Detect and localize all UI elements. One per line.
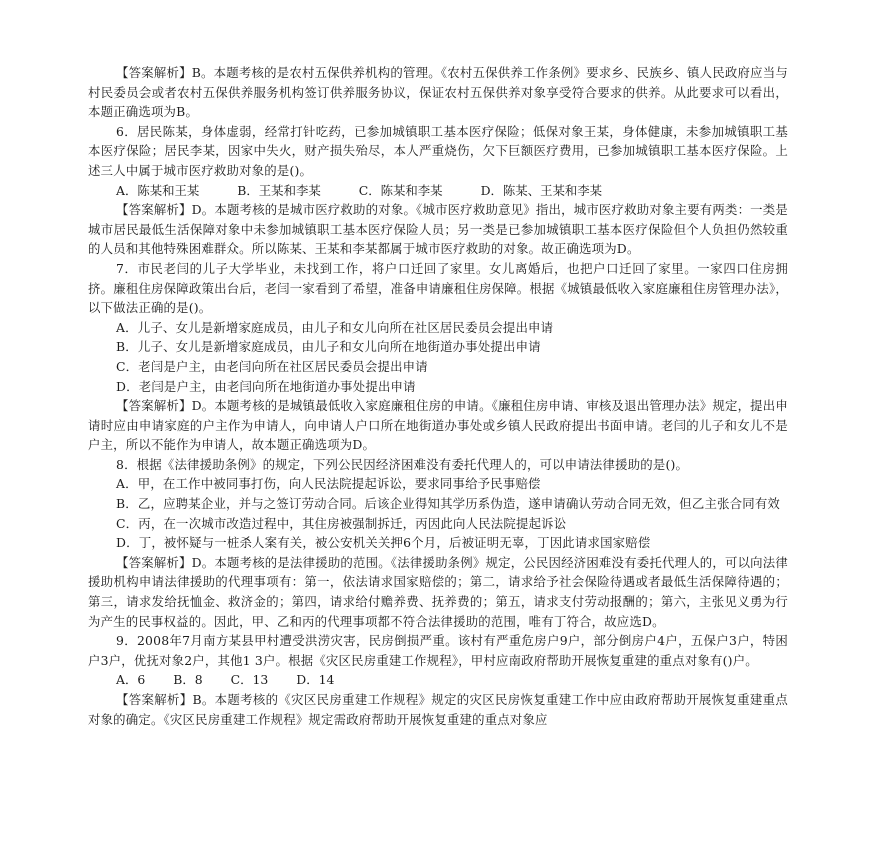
question-6-options: [88, 181, 788, 201]
q8-option-c: C．丙，在一次城市改造过程中，其住房被强制拆迁，丙因此向人民法院提起诉讼: [116, 515, 567, 531]
q7-option-d: D．老闫是户主，由老闫向所在地街道办事处提出申请: [116, 378, 416, 394]
q6-option-b: B．王某和李某: [237, 182, 321, 198]
answer-explanation-5: 【答案解析】B。本题考核的是农村五保供养机构的管理。《农村五保供养工作条例》要求乡、民族乡、镇人民政府应当与村民委员会或者农村五保供养服务机构签订供养服务协议，保证农村五保供养对象享受符合要求的供养。从此要求可以看出，本题正确选项为B。: [88, 65, 788, 120]
answer-explanation-6: 【答案解析】D。本题考核的是城市医疗救助的对象。《城市医疗救助意见》指出，城市医疗救助对象主要有两类：一类是城市居民最低生活保障对象中未参加城镇职工基本医疗保险人员；另一类是已参加城镇职工基本医疗保险但个人负担仍然较重的人员和其他特殊困难群众。所以陈某、王某和李某都属于城市医疗救助的对象。故正确选项为D。: [88, 202, 788, 257]
answer-explanation-7: 【答案解析】D。本题考核的是城镇最低收入家庭廉租住房的申请。《廉租住房申请、审核及退出管理办法》规定，提出申请时应由申请家庭的户主作为申请人，向申请人户口所在地街道办事处或乡镇人民政府提出书面申请。老闫的儿子和女儿不是户主，所以不能作为申请人，故本题正确选项为D。: [88, 398, 788, 453]
q9-option-a: A．6: [116, 672, 146, 688]
q7-option-c: C．老闫是户主，由老闫向所在社区居民委员会提出申请: [116, 358, 428, 374]
question-9-options: [88, 670, 788, 690]
q9-option-b: B．8: [173, 672, 203, 688]
q6-option-a: A．陈某和王某: [116, 182, 200, 198]
q9-option-d: D．14: [296, 672, 335, 688]
question-8: 8．根据《法律援助条例》的规定，下列公民因经济困难没有委托代理人的，可以申请法律援助的是()。: [116, 456, 689, 472]
q8-option-a: A．甲，在工作中被同事打伤，向人民法院提起诉讼，要求同事给予民事赔偿: [116, 476, 541, 492]
q6-option-c: C．陈某和李某: [358, 182, 443, 198]
question-6: 6．居民陈某，身体虚弱，经常打针吃药，已参加城镇职工基本医疗保险；低保对象王某，身体健康，未参加城镇职工基本医疗保险；居民李某，因家中失火，财产损失殆尽，本人严重烧伤，欠下巨额医疗费用，已参加城镇职工基本医疗保险。上述三人中属于城市医疗救助对象的是()。: [88, 123, 788, 178]
q8-option-b: B．乙，应聘某企业，并与之签订劳动合同。后该企业得知其学历系伪造，遂申请确认劳动合同无效，但乙主张合同有效: [116, 496, 781, 512]
question-7: 7．市民老闫的儿子大学毕业，未找到工作，将户口迁回了家里。女儿离婚后，也把户口迁回了家里。一家四口住房拥挤。廉租住房保障政策出台后，老闫一家看到了希望，准备申请廉租住房保障。根据《城镇最低收入家庭廉租住房管理办法》，以下做法正确的是()。: [88, 260, 788, 316]
question-9: 9．2008年7月南方某县甲村遭受洪涝灾害，民房倒损严重。该村有严重危房户9户，部分倒房户4户，五保户3户，特困户3户，优抚对象2户，其他1 3户。根据《灾区民房重建工作规程》，甲村应南政府帮助开展恢复重建的重点对象有()户。: [88, 633, 788, 668]
document-body: [88, 63, 788, 729]
q7-option-b: B．儿子、女儿是新增家庭成员，由儿子和女儿向所在地街道办事处提出申请: [116, 339, 541, 355]
q8-option-d: D．丁，被怀疑与一桩杀人案有关，被公安机关关押6个月，后被证明无辜，丁因此请求国家赔偿: [116, 535, 651, 551]
answer-explanation-9: 【答案解析】B。本题考核的《灾区民房重建工作规程》规定的灾区民房恢复重建工作中应由政府帮助开展恢复重建重点对象的确定。《灾区民房重建工作规程》规定需政府帮助开展恢复重建的重点对象应: [88, 692, 788, 727]
q9-option-c: C．13: [230, 672, 269, 688]
q6-option-d: D．陈某、王某和李某: [480, 182, 603, 198]
q7-option-a: A．儿子、女儿是新增家庭成员，由儿子和女儿向所在社区居民委员会提出申请: [116, 319, 554, 335]
answer-explanation-8: 【答案解析】D。本题考核的是法律援助的范围。《法律援助条例》规定，公民因经济困难没有委托代理人的，可以向法律援助机构申请法律援助的代理事项有：第一，依法请求国家赔偿的；第二，请求给予社会保险待遇或者最低生活保障待遇的；第三，请求发给抚恤金、救济金的；第四，请求给付赡养费、抚养费的；第五，请求支付劳动报酬的；第六，主张见义勇为行为产生的民事权益的。因此，甲、乙和丙的代理事项都不符合法律援助的范围，唯有丁符合，故应选D。: [88, 554, 788, 629]
